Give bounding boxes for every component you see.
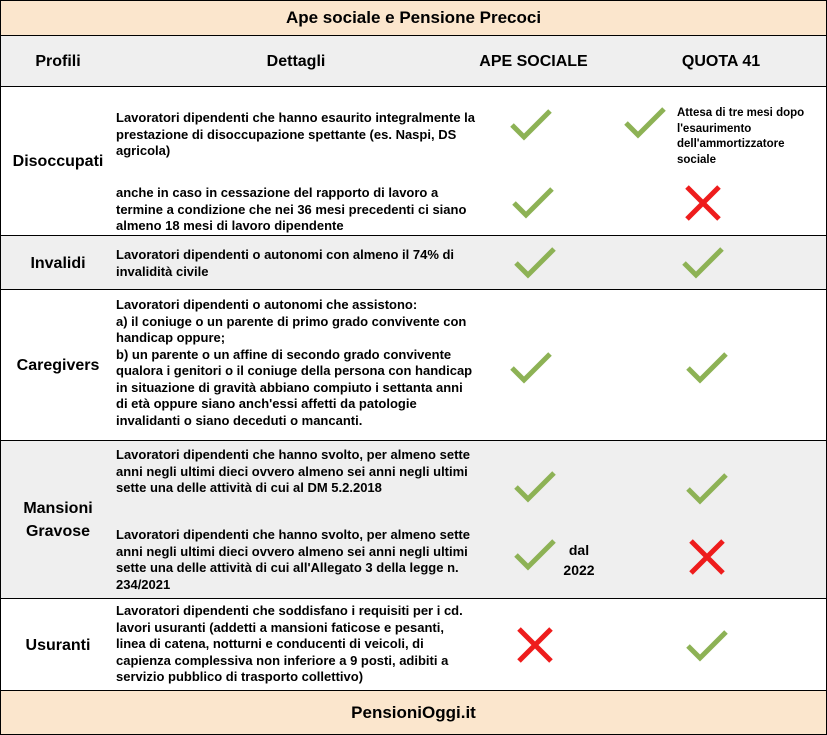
row-caregivers [1,290,826,441]
check-icon [513,245,557,281]
profile-label: Invalidi [30,254,86,272]
cross-icon [685,539,729,575]
detail-text: Lavoratori dipendenti che hanno svolto, per almeno sette anni negli ultimi dieci ovvero almeno sei anni negli ultimi sette una delle attività di cui all'Allegato 3 della legge n. 234/2021 [116,527,470,592]
check-icon [509,107,553,143]
detail-text: Lavoratori dipendenti che soddisfano i requisiti per i cd. lavori usuranti (addetti a mansioni faticose e pesanti, linea di catena, notturni e conducenti di veicoli, di capienza complessiva non inferiore a 9 posti, adibiti a servizio pubblico di trasporto collettivo) [116,603,463,684]
check-icon [513,469,557,505]
profile-label: Mansioni Gravose [23,500,93,540]
table-header [1,36,826,87]
column-header-profili: Profili [35,52,81,70]
column-header-ape-sociale: APE SOCIALE [479,52,588,70]
detail-line: b) un parente o un affine di secondo grado convivente qualora i genitori o il coniuge della persona con handicap in situazione di gravità abbiano compiuto i settanta anni di età oppure siano anch'essi affetti da patologie invalidanti o siano deceduti o mancanti. [116,346,473,428]
profile-label: Usuranti [25,636,91,654]
row-disoccupati [1,87,826,236]
column-header-quota-41: QUOTA 41 [681,52,761,70]
check-icon [509,350,553,386]
row-mansioni-gravose [1,441,826,599]
detail-text: anche in caso in cessazione del rapporto di lavoro a termine a condizione che nei 36 mesi precedenti ci siano almeno 18 mesi di lavoro dipendente [116,185,467,233]
detail-text [116,297,476,429]
check-icon [681,245,725,281]
detail-text: Lavoratori dipendenti o autonomi con almeno il 74% di invalidità civile [116,247,455,279]
detail-text: Lavoratori dipendenti che hanno esaurito integralmente la prestazione di disoccupazione spettante (es. Naspi, DS agricola) [116,110,476,158]
ape-sociale-note: dal 2022 [563,542,595,578]
row-usuranti [1,599,826,691]
detail-line: Lavoratori dipendenti o autonomi che assistono: [116,297,418,312]
profile-label: Caregivers [16,357,100,374]
detail-line: a) il coniuge o un parente di primo grado convivente con handicap oppure; [116,313,467,345]
table-title: Ape sociale e Pensione Precoci [1,1,826,36]
quota-41-note: Attesa di tre mesi dopo l'esaurimento dell'ammortizzatore sociale [677,107,805,166]
check-icon [511,185,555,221]
check-icon [513,537,557,573]
column-header-dettagli: Dettagli [266,52,326,70]
check-icon [685,350,729,386]
check-icon [685,628,729,664]
footer-brand: PensioniOggi.it [1,691,826,734]
cross-icon [681,185,725,221]
cross-icon [513,627,557,663]
profile-label: Disoccupati [12,153,104,170]
check-icon [623,105,667,141]
check-icon [685,471,729,507]
row-invalidi [1,236,826,290]
detail-text: Lavoratori dipendenti che hanno svolto, per almeno sette anni negli ultimi dieci ovvero almeno sei anni negli ultimi sette una delle attività di cui al DM 5.2.2018 [116,447,470,495]
